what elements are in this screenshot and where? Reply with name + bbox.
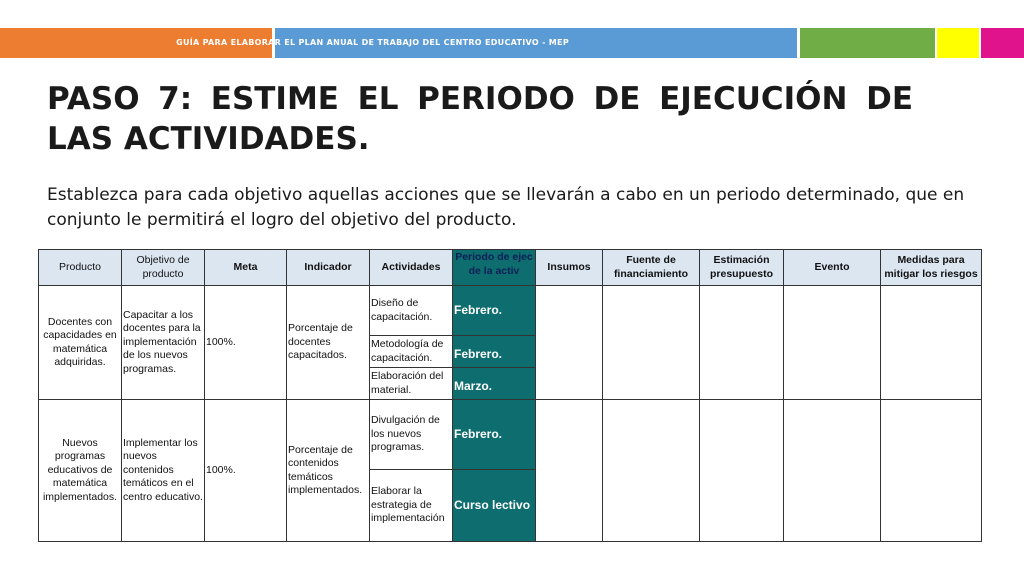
header-evento: Evento: [784, 250, 881, 286]
cell-periodo: Febrero.: [453, 400, 536, 470]
cell-periodo: Curso lectivo: [453, 470, 536, 542]
cell-indicador: Porcentaje de contenidos temáticos implementados.: [287, 400, 370, 542]
band-pink: [981, 28, 1024, 58]
header-meta: Meta: [205, 250, 287, 286]
table-row: [39, 286, 982, 336]
band-yellow: [937, 28, 979, 58]
table-header-row: [39, 250, 982, 286]
top-color-band: [0, 28, 1024, 58]
guide-title: GUÍA PARA ELABORAR EL PLAN ANUAL DE TRABAJO DEL CENTRO EDUCATIVO - MEP: [176, 38, 569, 47]
cell-producto: Nuevos programas educativos de matemática implementados.: [39, 400, 122, 542]
header-producto: Producto: [39, 250, 122, 286]
header-insumos: Insumos: [536, 250, 603, 286]
page-subtitle: Establezca para cada objetivo aquellas acciones que se llevarán a cabo en un periodo determinado, que en conjunto le permitirá el logro del objetivo del producto.: [47, 185, 965, 230]
cell-objetivo: Capacitar a los docentes para la implementación de los nuevos programas.: [122, 286, 205, 400]
cell-objetivo: Implementar los nuevos contenidos temáticos en el centro educativo.: [122, 400, 205, 542]
cell-indicador: Porcentaje de docentes capacitados.: [287, 286, 370, 400]
cell-producto: Docentes con capacidades en matemática adquiridas.: [39, 286, 122, 400]
cell-evento: [784, 286, 881, 400]
header-indicador: Indicador: [287, 250, 370, 286]
cell-insumos: [536, 286, 603, 400]
cell-estimacion: [700, 400, 784, 542]
cell-periodo: Febrero.: [453, 336, 536, 368]
cell-periodo: Marzo.: [453, 368, 536, 400]
cell-fuente: [603, 286, 700, 400]
cell-fuente: [603, 400, 700, 542]
header-actividades: Actividades: [370, 250, 453, 286]
cell-actividad: Elaboración del material.: [370, 368, 453, 400]
band-green: [800, 28, 935, 58]
header-periodo: Periodo de ejec de la activ: [453, 250, 536, 286]
cell-actividad: Metodología de capacitación.: [370, 336, 453, 368]
cell-evento: [784, 400, 881, 542]
header-estimacion: Estimación presupuesto: [700, 250, 784, 286]
header-medidas: Medidas para mitigar los riesgos: [881, 250, 982, 286]
cell-estimacion: [700, 286, 784, 400]
cell-actividad: Elaborar la estrategia de implementación: [370, 470, 453, 542]
header-fuente: Fuente de financiamiento: [603, 250, 700, 286]
cell-insumos: [536, 400, 603, 542]
page-title: PASO 7: ESTIME EL PERIODO DE EJECUCIÓN DE LAS ACTIVIDADES.: [47, 81, 913, 157]
cell-medidas: [881, 400, 982, 542]
cell-actividad: Divulgación de los nuevos programas.: [370, 400, 453, 470]
table-row: [39, 400, 982, 470]
plan-table: [38, 249, 982, 542]
cell-meta: 100%.: [205, 400, 287, 542]
band-blue: [176, 28, 797, 58]
header-objetivo: Objetivo de producto: [122, 250, 205, 286]
cell-periodo: Febrero.: [453, 286, 536, 336]
cell-medidas: [881, 286, 982, 400]
cell-meta: 100%.: [205, 286, 287, 400]
cell-actividad: Diseño de capacitación.: [370, 286, 453, 336]
